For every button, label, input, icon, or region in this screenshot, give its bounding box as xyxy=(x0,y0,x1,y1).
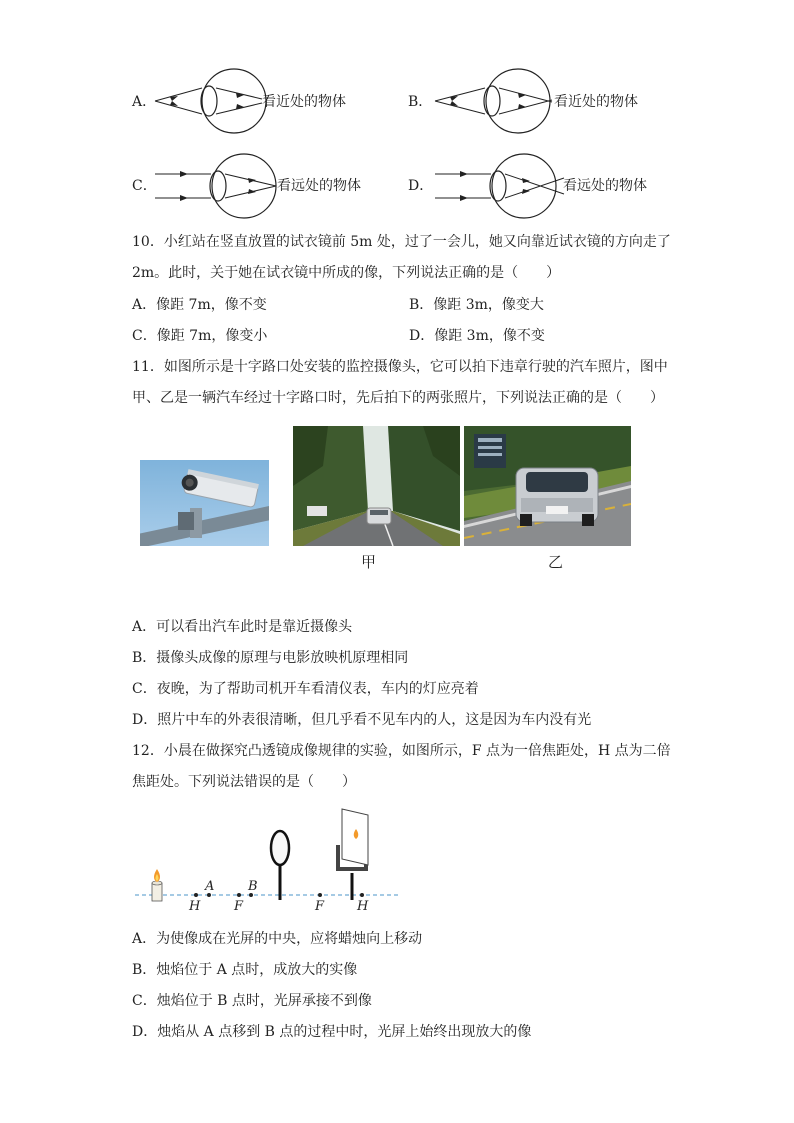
point-label-a: A xyxy=(205,879,215,894)
q11-option-d: D．照片中车的外表很清晰，但几乎看不见车内的人，这是因为车内没有光 xyxy=(132,712,592,728)
photo-label-yi: 乙 xyxy=(548,553,564,571)
q11-option-b: B．摄像头成像的原理与电影放映机原理相同 xyxy=(132,650,409,666)
q10-option-a: A．像距 7m，像不变 xyxy=(132,297,267,313)
surveillance-camera-photo xyxy=(140,460,269,546)
q12-option-b: B．烛焰位于 A 点时，成放大的实像 xyxy=(132,962,358,978)
q9-option-c-letter: C． xyxy=(132,178,157,194)
q12-stem-line1: 12．小晨在做探究凸透镜成像规律的实验，如图所示，F 点为一倍焦距处，H 点为二倍 xyxy=(132,743,671,759)
q9-option-c-caption: 看远处的物体 xyxy=(277,178,361,194)
eye-diagram-a xyxy=(150,66,270,136)
optical-bench-diagram xyxy=(130,805,410,920)
q12-option-d: D．烛焰从 A 点移到 B 点的过程中时，光屏上始终出现放大的像 xyxy=(132,1024,532,1040)
q11-option-a: A．可以看出汽车此时是靠近摄像头 xyxy=(132,619,353,635)
point-label-f2: F xyxy=(315,899,325,914)
q11-stem-line2: 甲、乙是一辆汽车经过十字路口时，先后拍下的两张照片，下列说法正确的是（ ） xyxy=(132,390,664,406)
q12-option-c: C．烛焰位于 B 点时，光屏承接不到像 xyxy=(132,993,372,1009)
q11-option-c: C．夜晚，为了帮助司机开车看清仪表，车内的灯应亮着 xyxy=(132,681,479,697)
q10-stem-line1: 10．小红站在竖直放置的试衣镜前 5m 处，过了一会儿，她又向靠近试衣镜的方向走了 xyxy=(132,234,671,250)
q10-stem-line2: 2m。此时，关于她在试衣镜中所成的像，下列说法正确的是（ ） xyxy=(132,265,561,281)
q11-stem-line1: 11．如图所示是十字路口处安装的监控摄像头，它可以拍下违章行驶的汽车照片，图中 xyxy=(132,359,668,375)
point-label-b: B xyxy=(248,879,258,894)
road-photo-jia xyxy=(293,426,460,546)
q12-option-a: A．为使像成在光屏的中央，应将蜡烛向上移动 xyxy=(132,931,423,947)
eye-diagram-b xyxy=(430,66,555,136)
q10-option-c: C．像距 7m，像变小 xyxy=(132,328,268,344)
q9-option-b-letter: B． xyxy=(408,94,433,110)
q9-option-a-letter: A． xyxy=(132,94,157,110)
photo-label-jia: 甲 xyxy=(361,553,377,571)
point-label-h1: H xyxy=(189,899,201,914)
q9-option-d-letter: D． xyxy=(408,178,434,194)
eye-diagram-c xyxy=(152,150,280,222)
q9-option-a-caption: 看近处的物体 xyxy=(262,94,346,110)
point-label-f1: F xyxy=(234,899,244,914)
q10-option-b: B．像距 3m，像变大 xyxy=(409,297,544,313)
point-label-h2: H xyxy=(357,899,369,914)
eye-diagram-d xyxy=(432,150,567,222)
road-photo-yi xyxy=(464,426,631,546)
q10-option-d: D．像距 3m，像不变 xyxy=(409,328,545,344)
q9-eye-diagrams xyxy=(0,0,794,230)
q9-option-d-caption: 看远处的物体 xyxy=(563,178,647,194)
q12-stem-line2: 焦距处。下列说法错误的是（ ） xyxy=(132,774,356,790)
q9-option-b-caption: 看近处的物体 xyxy=(554,94,638,110)
